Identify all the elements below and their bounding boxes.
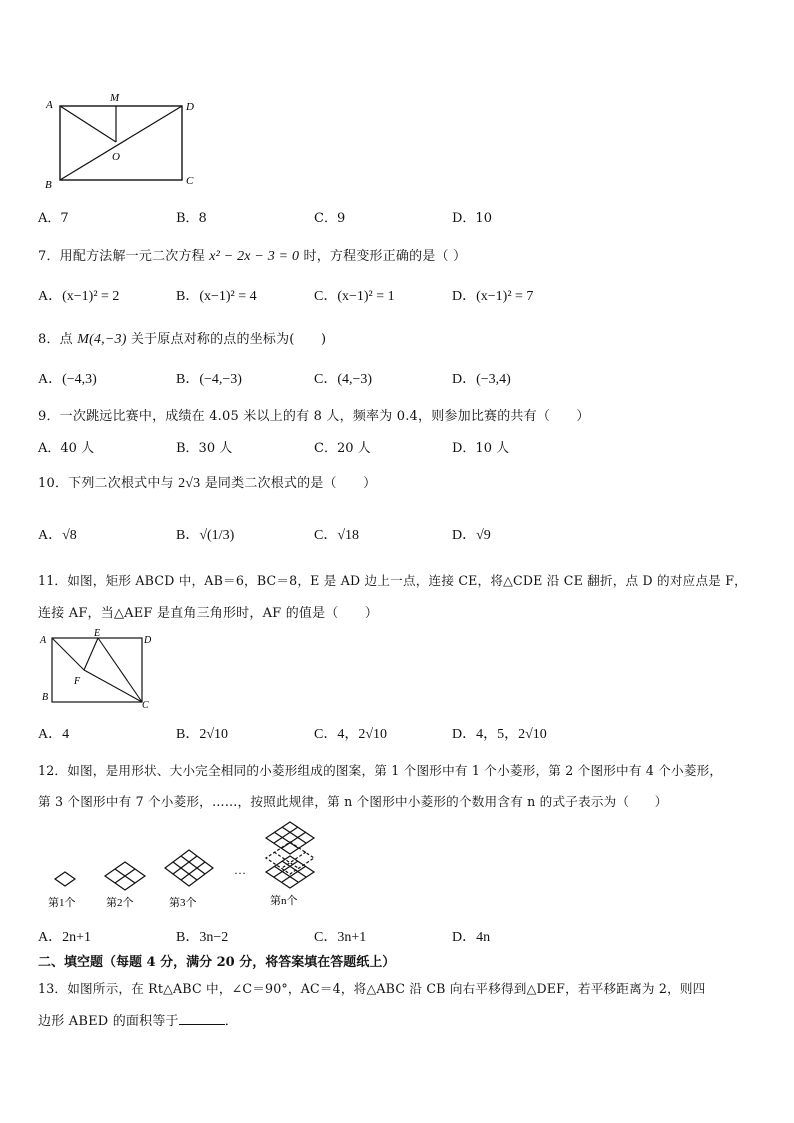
label-c: C xyxy=(142,700,149,710)
q10-option-d[interactable]: D．√9 xyxy=(452,528,491,543)
q6-option-d[interactable]: D．10 xyxy=(452,211,492,226)
q11-option-d[interactable]: D．4，5，2√10 xyxy=(452,727,547,742)
section-fill-in-title: 二、填空题（每题 4 分，满分 20 分，将答案填在答题纸上） xyxy=(38,955,396,970)
q12-stem-line2: 第 3 个图形中有 7 个小菱形，……，按照此规律，第 n 个图形中小菱形的个数用含有 n 的式子表示为（ ） xyxy=(38,794,668,809)
q7-option-b[interactable]: B．(x−1)² = 4 xyxy=(176,289,257,304)
q8-stem-suffix: 关于原点对称的点的坐标为( ) xyxy=(130,332,327,347)
label-d: D xyxy=(144,635,152,646)
q10-option-a[interactable]: A．√8 xyxy=(38,528,77,543)
label-a: A xyxy=(46,99,53,111)
label-a: A xyxy=(40,635,47,646)
q7-option-a[interactable]: A．(x−1)² = 2 xyxy=(38,289,120,304)
q9-option-d[interactable]: D．10 人 xyxy=(452,441,510,456)
fig-label-3: 第3个 xyxy=(169,897,197,909)
q12-option-a[interactable]: A．2n+1 xyxy=(38,930,92,945)
q9-option-a[interactable]: A．40 人 xyxy=(38,441,95,456)
q13-stem-line1: 13．如图所示，在 Rt△ABC 中，∠C＝90°，AC＝4，将△ABC 沿 CB 向右平移得到△DEF，若平移距离为 2，则四 xyxy=(38,981,706,996)
q10-stem-prefix: 10．下列二次根式中与 xyxy=(38,476,174,491)
pattern-n xyxy=(266,822,314,888)
q6-option-b[interactable]: B．8 xyxy=(176,211,207,226)
q7-option-d[interactable]: D．(x−1)² = 7 xyxy=(452,289,534,304)
q9-stem: 9．一次跳远比赛中，成绩在 4.05 米以上的有 8 人，频率为 0.4，则参加比赛的共有（ ） xyxy=(38,409,590,424)
q11-option-c[interactable]: C．4，2√10 xyxy=(314,727,388,742)
q13-stem-line2-prefix: 边形 ABED 的面积等于 xyxy=(38,1014,179,1029)
q8-option-d[interactable]: D．(−3,4) xyxy=(452,372,511,387)
q8-option-c[interactable]: C．(4,−3) xyxy=(314,372,373,387)
segment-ec xyxy=(98,638,142,702)
q11-stem-line2: 连接 AF，当△AEF 是直角三角形时，AF 的值是（ ） xyxy=(38,606,379,621)
q8-stem-prefix: 8．点 xyxy=(38,332,73,347)
q12-figure xyxy=(38,818,338,912)
q8-option-b[interactable]: B．(−4,−3) xyxy=(176,372,242,387)
q7-stem xyxy=(38,245,466,265)
q10-option-b[interactable]: B．√(1/3) xyxy=(176,528,235,543)
q11-option-a[interactable]: A．4 xyxy=(38,727,70,742)
q8-option-a[interactable]: A．(−4,3) xyxy=(38,372,97,387)
answer-blank[interactable] xyxy=(179,1012,225,1025)
segment-af xyxy=(52,638,84,670)
label-b: B xyxy=(45,179,52,191)
q7-option-c[interactable]: C．(x−1)² = 1 xyxy=(314,289,395,304)
q12-stem-line1: 12．如图，是用形状、大小完全相同的小菱形组成的图案，第 1 个图形中有 1 个小菱形，第 2 个图形中有 4 个小菱形， xyxy=(38,763,723,778)
q10-option-c[interactable]: C．√18 xyxy=(314,528,360,543)
q11-figure xyxy=(38,628,160,710)
q9-option-b[interactable]: B．30 人 xyxy=(176,441,233,456)
q7-stem-prefix: 7．用配方法解一元二次方程 xyxy=(38,249,205,264)
q6-option-c[interactable]: C．9 xyxy=(314,211,346,226)
q13-stem-line2-suffix: ． xyxy=(224,1014,238,1029)
rhombus-1 xyxy=(55,872,75,886)
segment-ef xyxy=(84,638,98,670)
q10-stem xyxy=(38,472,376,492)
q11-stem-line1: 11．如图，矩形 ABCD 中，AB＝6，BC＝8，E 是 AD 边上一点，连接 CE，将△CDE 沿 CE 翻折，点 D 的对应点是 F， xyxy=(38,573,747,588)
fig-label-2: 第2个 xyxy=(106,897,134,909)
q12-option-d[interactable]: D．4n xyxy=(452,930,491,945)
label-o: O xyxy=(112,151,120,163)
q7-equation: x² − 2x − 3 = 0 xyxy=(209,249,300,264)
segment-fc xyxy=(84,670,142,702)
pattern-3 xyxy=(165,850,213,886)
q10-stem-suffix: 是同类二次根式的是（ ） xyxy=(204,476,377,491)
q6-option-a[interactable]: A．7 xyxy=(38,211,69,226)
fig-label-1: 第1个 xyxy=(48,897,76,909)
q12-option-c[interactable]: C．3n+1 xyxy=(314,930,367,945)
label-c: C xyxy=(186,175,194,187)
label-m: M xyxy=(110,92,120,104)
q8-point: M(4,−3) xyxy=(77,332,127,347)
q13-stem-line2 xyxy=(38,1010,238,1029)
q7-stem-suffix: 时，方程变形正确的是（ ） xyxy=(303,249,467,264)
label-e: E xyxy=(94,628,101,639)
pattern-2 xyxy=(105,862,145,890)
segment-ao xyxy=(60,106,116,142)
rectangle-abcd xyxy=(52,638,142,702)
q12-option-b[interactable]: B．3n−2 xyxy=(176,930,229,945)
ellipsis: … xyxy=(234,863,246,877)
q11-option-b[interactable]: B．2√10 xyxy=(176,727,229,742)
label-f: F xyxy=(74,676,81,687)
q10-radical: 2√3 xyxy=(178,476,201,491)
fig-label-n: 第n个 xyxy=(270,895,298,907)
label-d: D xyxy=(186,101,194,113)
label-b: B xyxy=(42,692,49,703)
q8-stem xyxy=(38,328,326,348)
q9-option-c[interactable]: C．20 人 xyxy=(314,441,371,456)
q6-figure xyxy=(40,92,200,192)
